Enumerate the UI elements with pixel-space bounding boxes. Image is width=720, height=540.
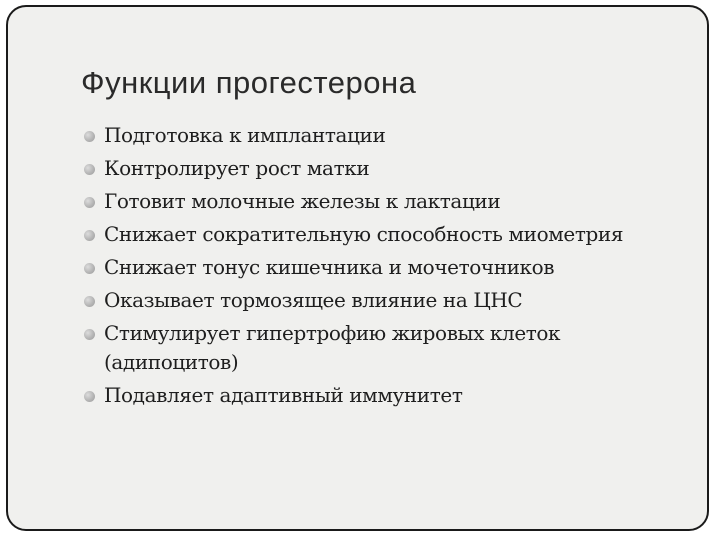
bullet-text: Подавляет адаптивный иммунитет xyxy=(104,383,463,407)
slide-title: Функции прогестерона xyxy=(81,65,417,100)
bullet-item xyxy=(81,253,681,282)
bullet-item xyxy=(81,381,681,410)
bullet-item xyxy=(81,154,681,183)
slide xyxy=(6,5,709,531)
bullet-item xyxy=(81,187,681,216)
bullet-icon xyxy=(84,197,95,208)
bullet-text: Снижает тонус кишечника и мочеточников xyxy=(104,255,555,279)
bullet-text: Контролирует рост матки xyxy=(104,156,370,180)
bullet-icon xyxy=(84,329,95,340)
bullet-icon xyxy=(84,296,95,307)
bullet-item xyxy=(81,220,681,249)
bullet-icon xyxy=(84,263,95,274)
bullet-text: Стимулирует гипертрофию жировых клеток (адипоцитов) xyxy=(104,321,561,374)
bullet-text: Оказывает тормозящее влияние на ЦНС xyxy=(104,288,523,312)
bullet-icon xyxy=(84,131,95,142)
bullet-text: Готовит молочные железы к лактации xyxy=(104,189,501,213)
bullet-item xyxy=(81,286,681,315)
bullet-list xyxy=(81,121,681,414)
bullet-text: Подготовка к имплантации xyxy=(104,123,386,147)
bullet-icon xyxy=(84,230,95,241)
bullet-icon xyxy=(84,391,95,402)
bullet-item xyxy=(81,319,681,377)
bullet-icon xyxy=(84,164,95,175)
bullet-text: Снижает сократительную способность миометрия xyxy=(104,222,624,246)
bullet-item xyxy=(81,121,681,150)
